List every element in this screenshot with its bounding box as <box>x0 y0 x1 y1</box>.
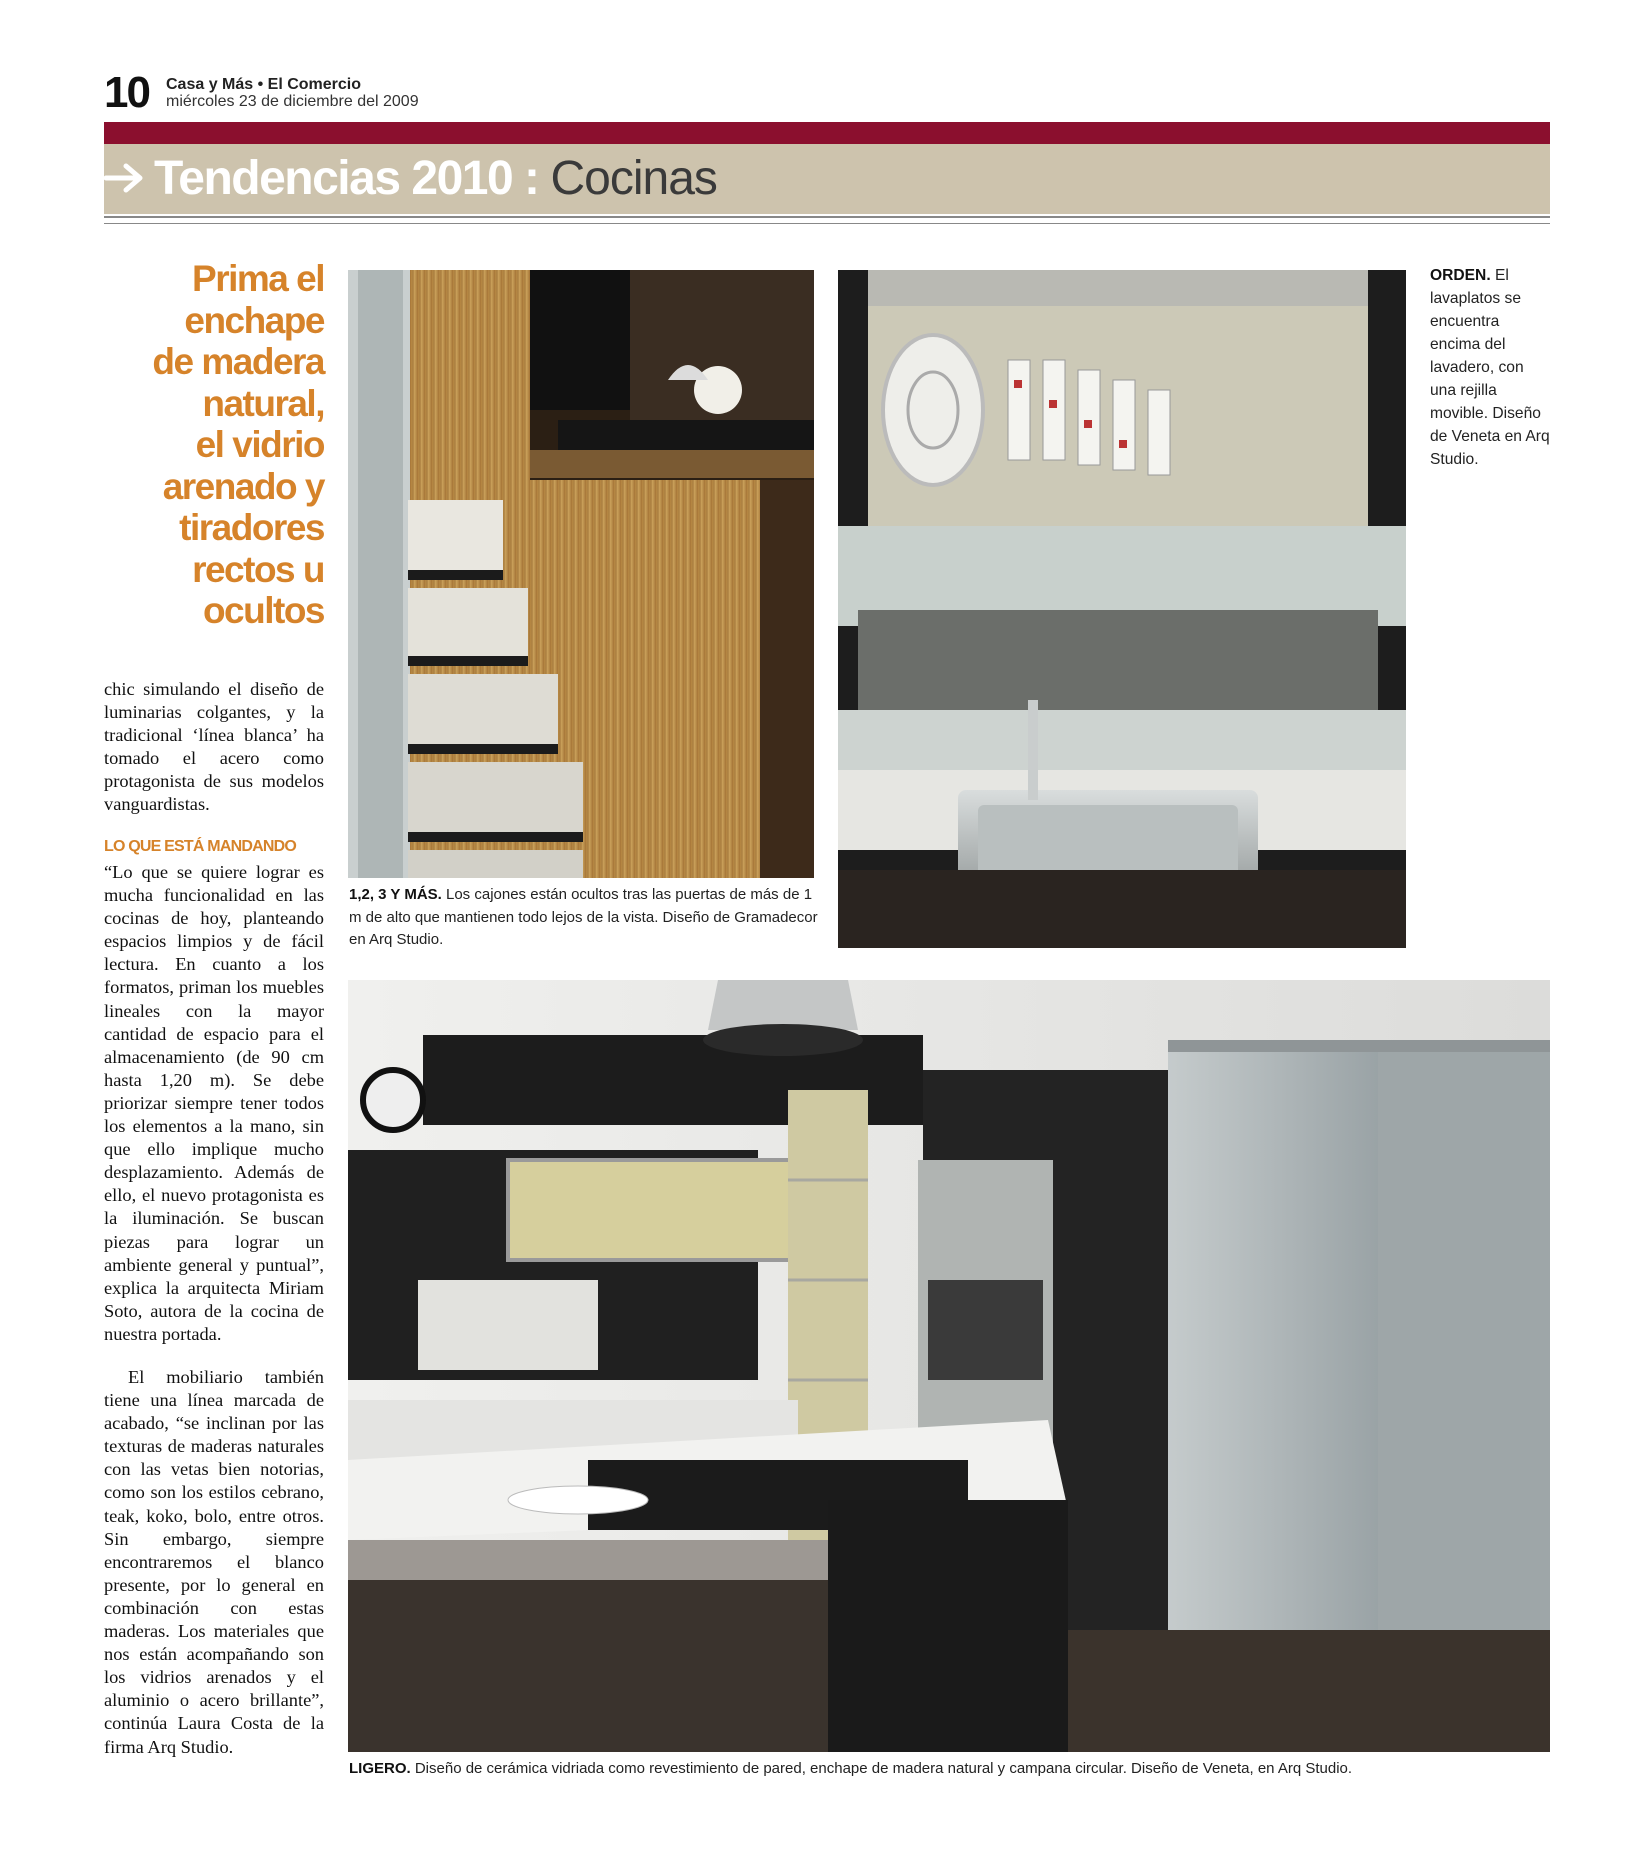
article-paragraph: El mobiliario también tiene una línea marcada de acabado, “se inclinan por las texturas de maderas naturales con las vetas bien notorias, como son los estilos cebrano, teak, koko, bolo, entre otros. Sin embargo, siempre encontraremos el blanco presente, por lo general en combinación con estas maderas. Los materiales que nos están acompañando son los vidrios arenados y el aluminio o acero brillante”, continúa Laura Costa de la firma Arq Studio. <box>104 1367 324 1757</box>
caption-text: Los cajones están ocultos tras las puertas de más de 1 m de alto que mantienen todo lejos de la vista. Diseño de Gramadecor en Arq Studio. <box>349 886 818 948</box>
section-title-bold: Tendencias 2010 : <box>154 151 539 205</box>
caption-lead: 1,2, 3 Y MÁS. <box>349 886 442 903</box>
article-intro: chic simulando el diseño de luminarias colgantes, y la tradicional ‘línea blanca’ ha tomado el acero como protagonista de sus modelos vanguardistas. <box>104 679 324 815</box>
publication-date: miércoles 23 de diciembre del 2009 <box>166 93 419 110</box>
article-paragraph: “Lo que se quiere lograr es mucha funcionalidad en las cocinas de hoy, planteando espacios limpios y de fácil lectura. En cuanto a los formatos, priman los muebles lineales con la mayor cantidad de espacio para el almacenamiento (de 90 cm hasta 1,20 m). Se debe priorizar siempre tener todos los elementos a la mano, sin que ello implique mucho desplazamiento. Además de ello, el nuevo protagonista es la iluminación. Se buscan piezas para lograr un ambiente general y puntual”, explica la arquitecta Miriam Soto, autora de la cocina de nuestra portada. <box>104 862 324 1344</box>
page-number: 10 <box>104 68 149 117</box>
publication-name: Casa y Más • El Comercio <box>166 76 362 93</box>
photo-caption <box>1430 264 1552 471</box>
headline-line: ocultos <box>202 590 324 631</box>
headline-line: enchape <box>184 299 324 341</box>
caption-text: El lavaplatos se encuentra encima del lavadero, con una rejilla movible. Diseño de Veneta en Arq Studio. <box>1430 267 1550 468</box>
headline-line: Prima el <box>192 258 324 299</box>
headline-line: arenado y <box>162 465 324 507</box>
article-subhead: LO QUE ESTÁ MANDANDO <box>104 838 297 855</box>
headline-line: rectos u <box>192 548 324 590</box>
caption-lead: ORDEN. <box>1430 267 1491 284</box>
section-title-topic: Cocinas <box>550 151 717 205</box>
headline-line: tiradores <box>179 507 324 548</box>
caption-text: Diseño de cerámica vidriada como revestimiento de pared, enchape de madera natural y campana circular. Diseño de Veneta, en Arq Studio. <box>414 1760 1353 1777</box>
headline-line: el vidrio <box>195 424 324 465</box>
headline-line: de madera <box>152 341 324 382</box>
photo-caption <box>349 884 819 952</box>
section-divider <box>104 223 1550 224</box>
arrow-right-icon <box>104 160 146 196</box>
caption-lead: LIGERO. <box>349 1760 411 1777</box>
section-divider <box>104 216 1550 218</box>
section-title <box>104 146 717 210</box>
photo-caption <box>349 1758 1559 1781</box>
kitchen-drawers-photo <box>348 270 814 878</box>
headline-line: natural, <box>202 382 324 424</box>
article-headline <box>120 258 324 632</box>
kitchen-overview-photo <box>348 980 1550 1752</box>
section-color-bar <box>104 122 1550 144</box>
dish-rack-sink-photo <box>838 270 1406 948</box>
